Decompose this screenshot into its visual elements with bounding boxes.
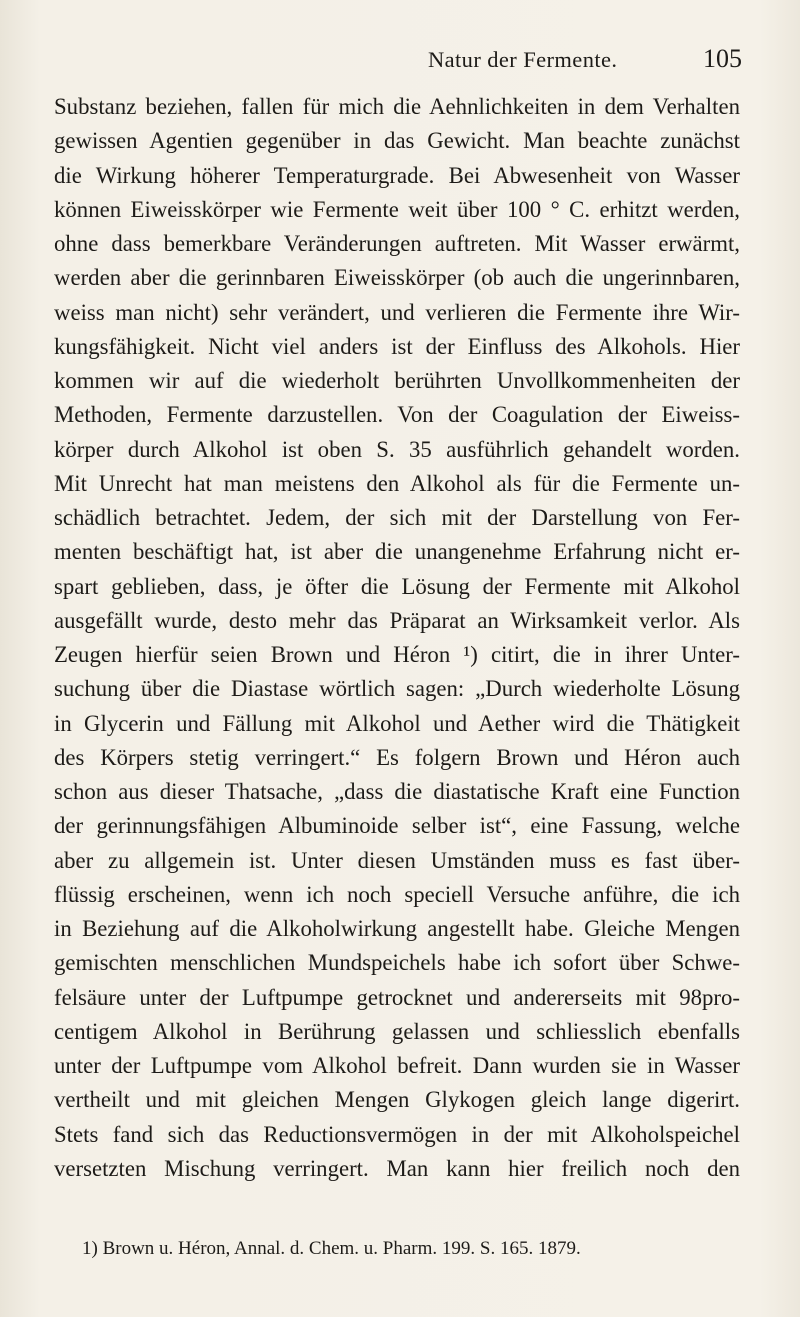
running-title: Natur der Fermente. <box>428 47 618 72</box>
body-text <box>54 90 740 1186</box>
text-line: vertheilt und mit gleichen Mengen Glykogen gleich lange digerirt. <box>54 1087 740 1113</box>
text-line: körper durch Alkohol ist oben S. 35 ausführlich gehandelt worden. <box>54 436 740 462</box>
text-line: ausgefällt wurde, desto mehr das Präparat an Wirksamkeit verlor. Als <box>54 607 740 633</box>
text-line: schon aus dieser Thatsache, „dass die diastatische Kraft eine Function <box>54 779 740 804</box>
text-line: gewissen Agentien gegenüber in das Gewicht. Man beachte zunächst <box>54 128 740 154</box>
text-line: Zeugen hierfür seien Brown und Héron ¹) citirt, die in ihrer Unter- <box>54 642 740 667</box>
text-line: menten beschäftigt hat, ist aber die unangenehme Erfahrung nicht er- <box>54 539 740 565</box>
text-line: gemischten menschlichen Mundspeichels habe ich sofort über Schwe- <box>54 950 740 976</box>
text-line: unter der Luftpumpe vom Alkohol befreit. Dann wurden sie in Wasser <box>54 1053 740 1078</box>
text-line: weiss man nicht) sehr verändert, und verlieren die Fermente ihre Wir- <box>54 299 740 325</box>
text-line: flüssig erscheinen, wenn ich noch speciell Versuche anführe, die ich <box>54 881 740 907</box>
text-line: aber zu allgemein ist. Unter diesen Umständen muss es fast über- <box>54 847 740 873</box>
text-line: spart geblieben, dass, je öfter die Lösung der Fermente mit Alkohol <box>54 573 740 599</box>
page-number: 105 <box>703 44 742 73</box>
text-line: die Wirkung höherer Temperaturgrade. Bei Abwesenheit von Wasser <box>54 162 740 188</box>
text-line: schädlich betrachtet. Jedem, der sich mit der Darstellung von Fer- <box>54 505 740 530</box>
text-line: werden aber die gerinnbaren Eiweisskörper (ob auch die ungerinnbaren, <box>54 265 740 291</box>
text-line: der gerinnungsfähigen Albuminoide selber ist“, eine Fassung, welche <box>54 813 740 839</box>
text-line: Methoden, Fermente darzustellen. Von der Coagulation der Eiweiss- <box>54 402 740 428</box>
page-header <box>60 44 742 78</box>
text-line: kungsfähigkeit. Nicht viel anders ist der Einfluss des Alkohols. Hier <box>54 333 740 359</box>
text-line: des Körpers stetig verringert.“ Es folgern Brown und Héron auch <box>54 744 740 770</box>
text-line: suchung über die Diastase wörtlich sagen: „Durch wiederholte Lösung <box>54 676 740 702</box>
text-line: felsäure unter der Luftpumpe getrocknet und andererseits mit 98pro- <box>54 984 740 1010</box>
text-line: centigem Alkohol in Berührung gelassen und schliesslich ebenfalls <box>54 1018 740 1044</box>
text-line: Stets fand sich das Reductionsvermögen in der mit Alkoholspeichel <box>54 1121 740 1147</box>
text-line: kommen wir auf die wiederholt berührten Unvollkommenheiten der <box>54 368 740 393</box>
text-line: Mit Unrecht hat man meistens den Alkohol als für die Fermente un- <box>54 470 740 496</box>
footnote: 1) Brown u. Héron, Annal. d. Chem. u. Pharm. 199. S. 165. 1879. <box>82 1238 581 1259</box>
text-line: Substanz beziehen, fallen für mich die Aehnlichkeiten in dem Verhalten <box>54 94 740 119</box>
text-line: in Beziehung auf die Alkoholwirkung angestellt habe. Gleiche Mengen <box>54 916 740 941</box>
text-line: können Eiweisskörper wie Fermente weit über 100 ° C. erhitzt werden, <box>54 196 740 222</box>
text-line: versetzten Mischung verringert. Man kann hier freilich noch den <box>54 1155 740 1181</box>
text-line: ohne dass bemerkbare Veränderungen auftreten. Mit Wasser erwärmt, <box>54 231 740 256</box>
text-line: in Glycerin und Fällung mit Alkohol und Aether wird die Thätigkeit <box>54 710 740 736</box>
